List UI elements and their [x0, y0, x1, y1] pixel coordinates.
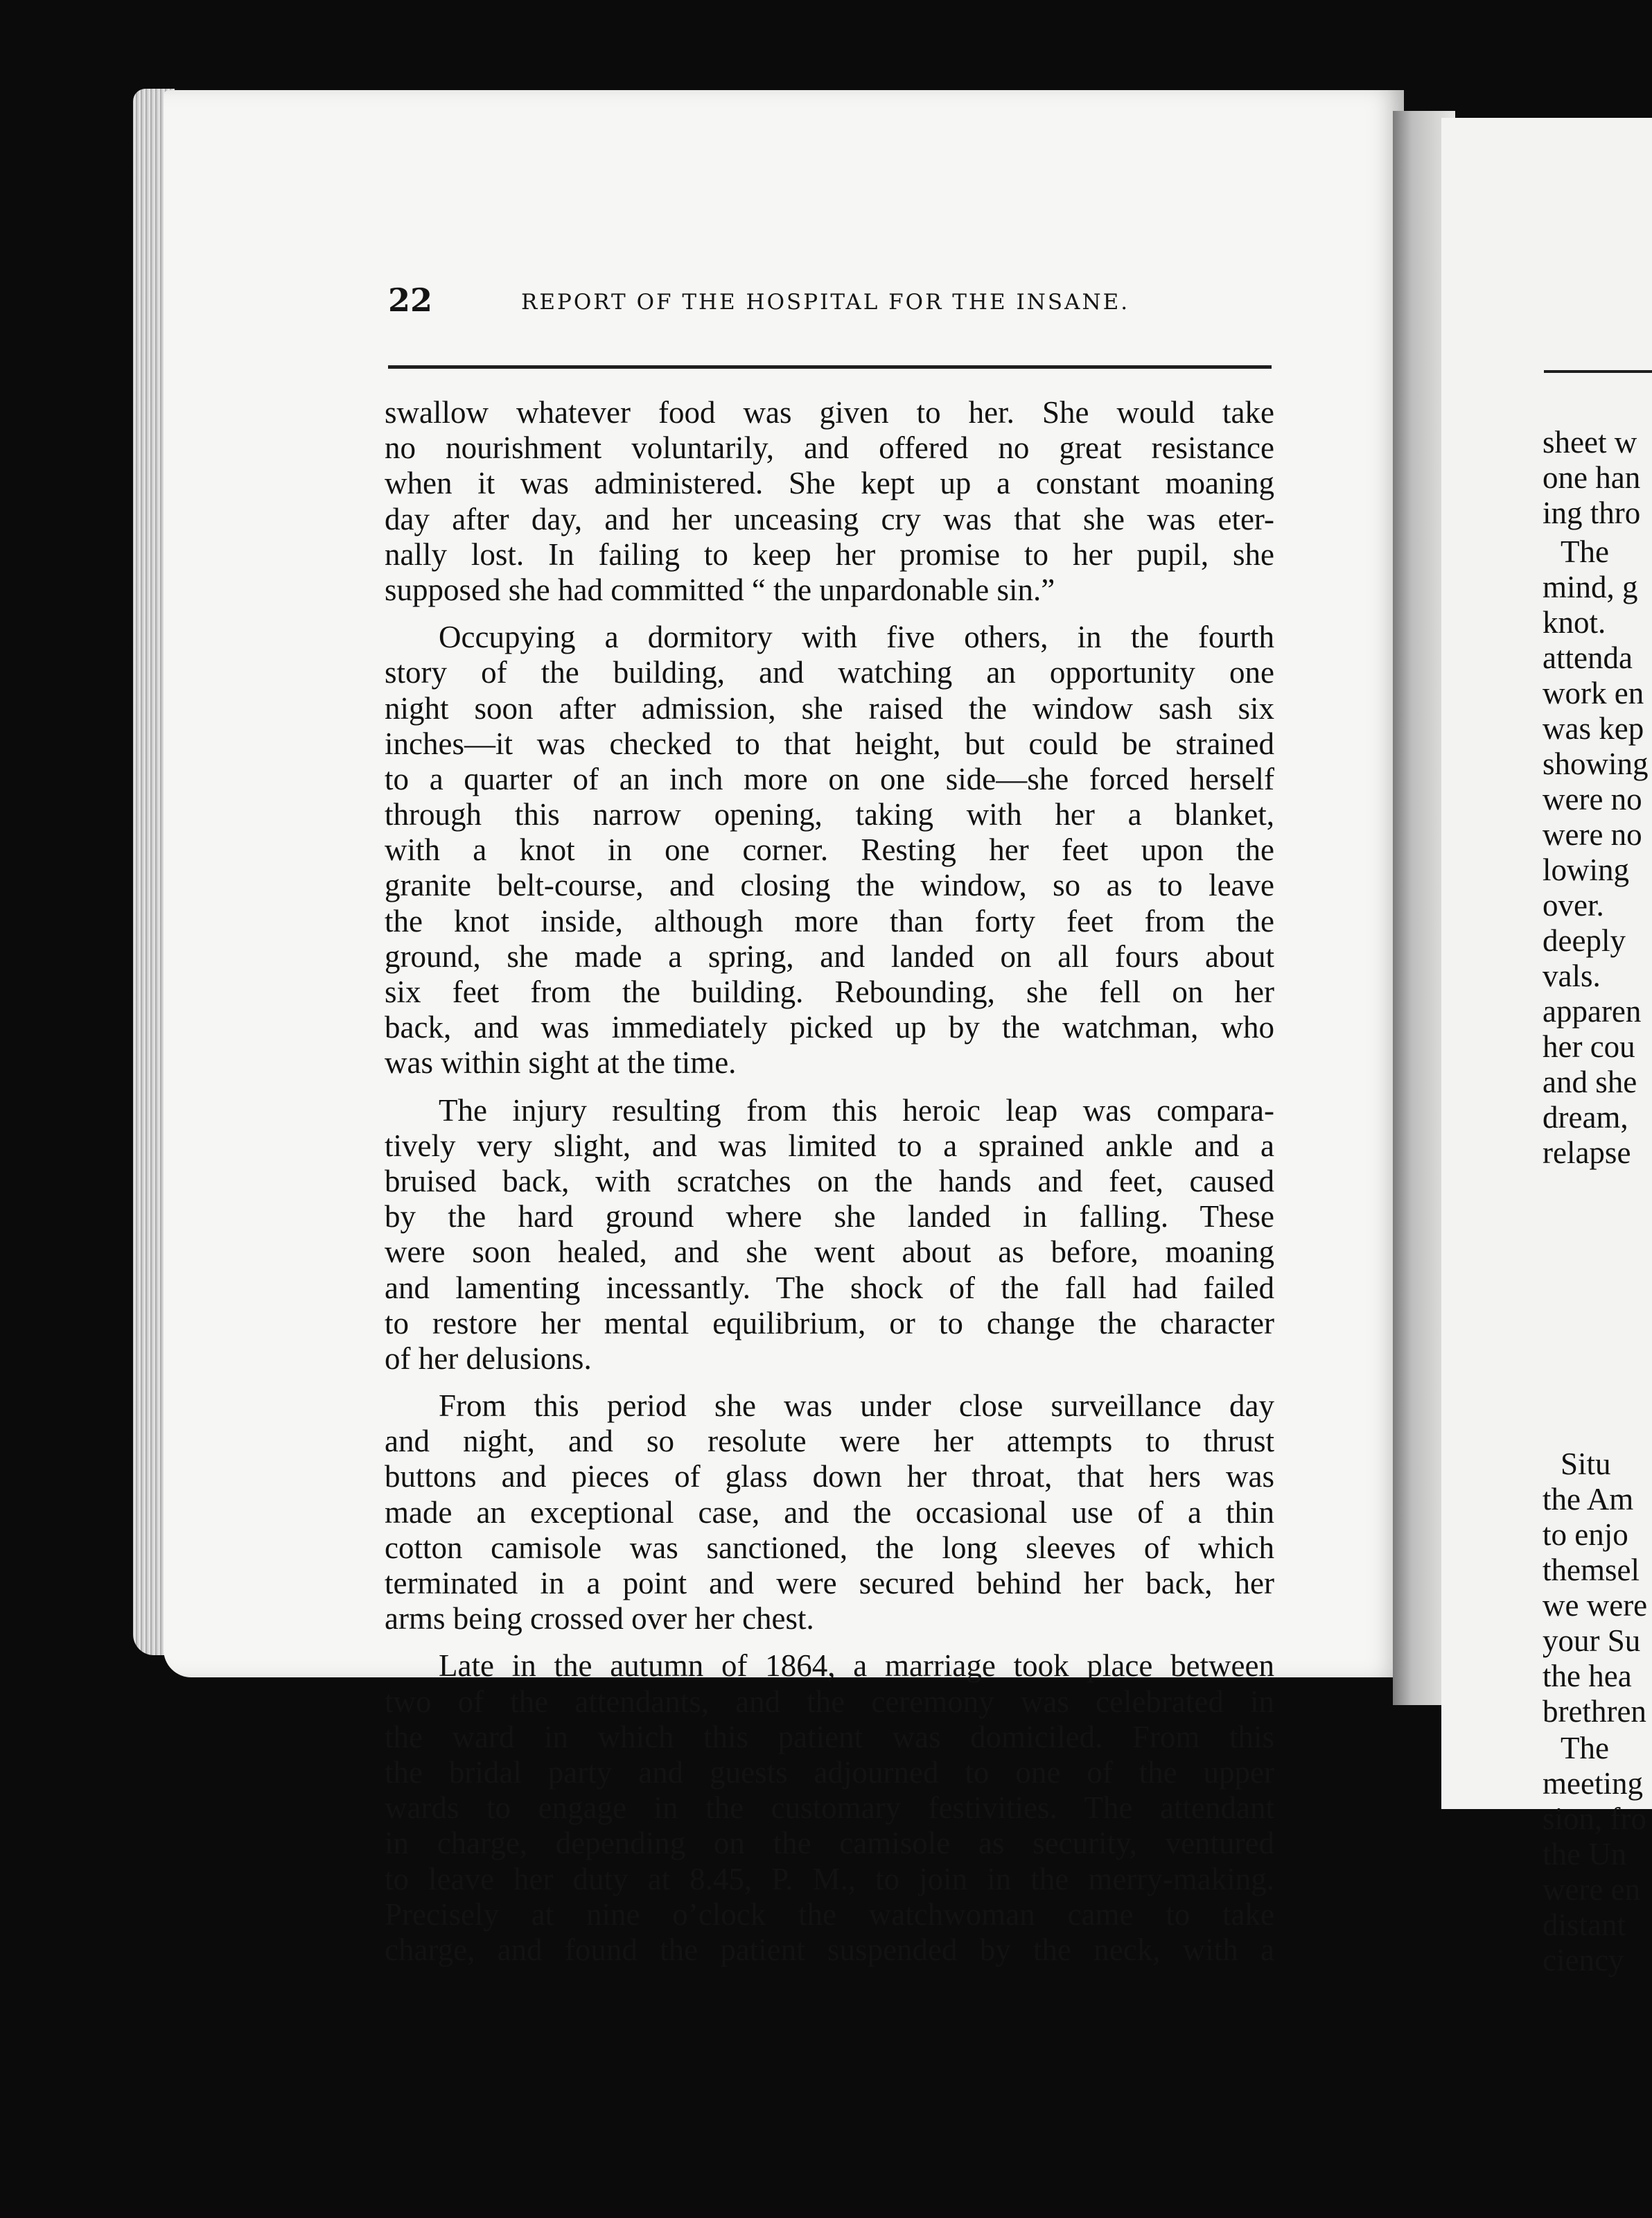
text-line: the ward in which this patient was domiciled. From this: [385, 1719, 1274, 1754]
page-number: 22: [388, 281, 433, 319]
text-line: inches—it was checked to that height, but could be strained: [385, 726, 1274, 761]
text-line: nally lost. In failing to keep her promise to her pupil, she: [385, 536, 1274, 572]
paragraph: [385, 1388, 1274, 1636]
paragraph: [385, 1093, 1274, 1377]
text-line: tively very slight, and was limited to a sprained ankle and a: [385, 1128, 1274, 1163]
text-line: night soon after admission, she raised the window sash six: [385, 690, 1274, 726]
text-line: swallow whatever food was given to her. She would take: [385, 395, 1274, 430]
body-text: [385, 395, 1274, 1980]
text-line: were soon healed, and she went about as before, moaning: [385, 1234, 1274, 1270]
text-line: Precisely at nine o’clock the watchwoman came to take: [385, 1896, 1274, 1932]
paragraph: [385, 395, 1274, 608]
right-page-line-fragment: we were: [1543, 1588, 1648, 1623]
text-line: to a quarter of an inch more on one side—she forced herself: [385, 761, 1274, 796]
text-line: arms being crossed over her chest.: [385, 1601, 814, 1636]
text-line: was within sight at the time.: [385, 1045, 737, 1081]
text-line: charge, and found the patient suspended by the neck, with a: [385, 1932, 1274, 1967]
text-line: by the hard ground where she landed in falling. These: [385, 1199, 1274, 1234]
right-page-line-fragment: themsel: [1543, 1553, 1640, 1587]
text-line: to leave her duty at 8.45, P. M., to join in the merry-making.: [385, 1861, 1274, 1896]
text-line: the knot inside, although more than forty feet from the: [385, 903, 1274, 938]
text-line: six feet from the building. Rebounding, she fell on her: [385, 975, 1274, 1009]
text-line: From this period she was under close surveillance day: [439, 1388, 1274, 1424]
text-line: two of the attendants, and the ceremony was celebrated in: [385, 1684, 1274, 1719]
text-line: Late in the autumn of 1864, a marriage took place between: [439, 1648, 1274, 1684]
text-line: to restore her mental equilibrium, or to change the character: [385, 1305, 1274, 1341]
right-page-line-fragment: deeply: [1543, 923, 1626, 958]
right-page-line-fragment: attenda: [1543, 640, 1633, 675]
right-page-line-fragment: ing thro: [1543, 496, 1641, 530]
right-page-line-fragment: your Su: [1543, 1623, 1641, 1658]
right-page-line-fragment: relapse: [1543, 1135, 1631, 1170]
text-line: in charge, depending on the camisole as security, ventured: [385, 1826, 1274, 1861]
right-page-line-fragment: Situ: [1561, 1447, 1611, 1481]
text-line: day after day, and her unceasing cry was that she was eter-: [385, 501, 1274, 536]
right-page-line-fragment: knot.: [1543, 605, 1606, 640]
right-page-line-fragment: sion, fro: [1543, 1801, 1646, 1836]
paragraph: [385, 620, 1274, 1081]
right-page-line-fragment: distant: [1543, 1907, 1626, 1942]
right-page-line-fragment: were no: [1543, 782, 1642, 817]
right-page-line-fragment: apparen: [1543, 994, 1642, 1029]
right-page-line-fragment: to enjo: [1543, 1517, 1628, 1552]
text-line: made an exceptional case, and the occasional use of a thin: [385, 1494, 1274, 1530]
right-page-line-fragment: work en: [1543, 676, 1644, 710]
right-page-line-fragment: over.: [1543, 888, 1604, 923]
right-page-line-fragment: sheet w: [1543, 425, 1637, 460]
right-page-line-fragment: ciency: [1543, 1943, 1624, 1977]
text-line: ground, she made a spring, and landed on all fours about: [385, 938, 1274, 974]
right-page-line-fragment: her cou: [1543, 1029, 1635, 1064]
right-page-line-fragment: the hea: [1543, 1659, 1632, 1693]
right-page-line-fragment: The: [1561, 1731, 1609, 1765]
text-line: bruised back, with scratches on the hands and feet, caused: [385, 1163, 1274, 1198]
right-page-line-fragment: the Un: [1543, 1837, 1627, 1871]
text-line: buttons and pieces of glass down her throat, that hers was: [385, 1459, 1274, 1494]
right-page-line-fragment: meeting: [1543, 1766, 1643, 1801]
right-page-line-fragment: lowing: [1543, 853, 1630, 887]
running-head: REPORT OF THE HOSPITAL FOR THE INSANE.: [521, 290, 1130, 315]
text-line: when it was administered. She kept up a constant moaning: [385, 466, 1274, 501]
text-line: terminated in a point and were secured behind her back, her: [385, 1566, 1274, 1600]
text-line: granite belt-course, and closing the window, so as to leave: [385, 868, 1274, 903]
right-page-line-fragment: dream,: [1543, 1100, 1628, 1135]
text-line: wards to engage in the customary festivities. The attendant: [385, 1790, 1274, 1826]
text-line: Occupying a dormitory with five others, in the fourth: [439, 620, 1274, 655]
paragraph: [385, 1648, 1274, 1968]
text-line: cotton camisole was sanctioned, the long sleeves of which: [385, 1530, 1274, 1565]
right-page-line-fragment: showing: [1543, 746, 1649, 781]
text-line: with a knot in one corner. Resting her feet upon the: [385, 832, 1274, 868]
right-page-line-fragment: and she: [1543, 1065, 1637, 1099]
right-page-line-fragment: were en: [1543, 1872, 1641, 1907]
right-page-line-fragment: was kep: [1543, 711, 1644, 746]
right-page-line-fragment: mind, g: [1543, 570, 1638, 604]
right-page-line-fragment: brethren: [1543, 1694, 1646, 1729]
right-page-header-rule: [1544, 370, 1652, 373]
right-page-line-fragment: were no: [1543, 817, 1642, 852]
text-line: story of the building, and watching an opportunity one: [385, 655, 1274, 690]
right-page-line-fragment: The: [1561, 534, 1609, 569]
text-line: back, and was immediately picked up by the watchman, who: [385, 1010, 1274, 1045]
right-page-line-fragment: one han: [1543, 460, 1641, 495]
right-page-line-fragment: the Am: [1543, 1482, 1634, 1517]
text-line: The injury resulting from this heroic leap was compara-: [439, 1092, 1274, 1128]
text-line: and night, and so resolute were her attempts to thrust: [385, 1424, 1274, 1459]
text-line: no nourishment voluntarily, and offered no great resistance: [385, 430, 1274, 466]
header-rule: [388, 365, 1272, 369]
right-page-line-fragment: vals.: [1543, 959, 1601, 993]
text-line: through this narrow opening, taking with her a blanket,: [385, 797, 1274, 832]
text-line: of her delusions.: [385, 1341, 592, 1376]
text-line: and lamenting incessantly. The shock of the fall had failed: [385, 1270, 1274, 1305]
text-line: the bridal party and guests adjourned to one of the upper: [385, 1754, 1274, 1790]
text-line: supposed she had committed “ the unpardonable sin.”: [385, 572, 1055, 607]
